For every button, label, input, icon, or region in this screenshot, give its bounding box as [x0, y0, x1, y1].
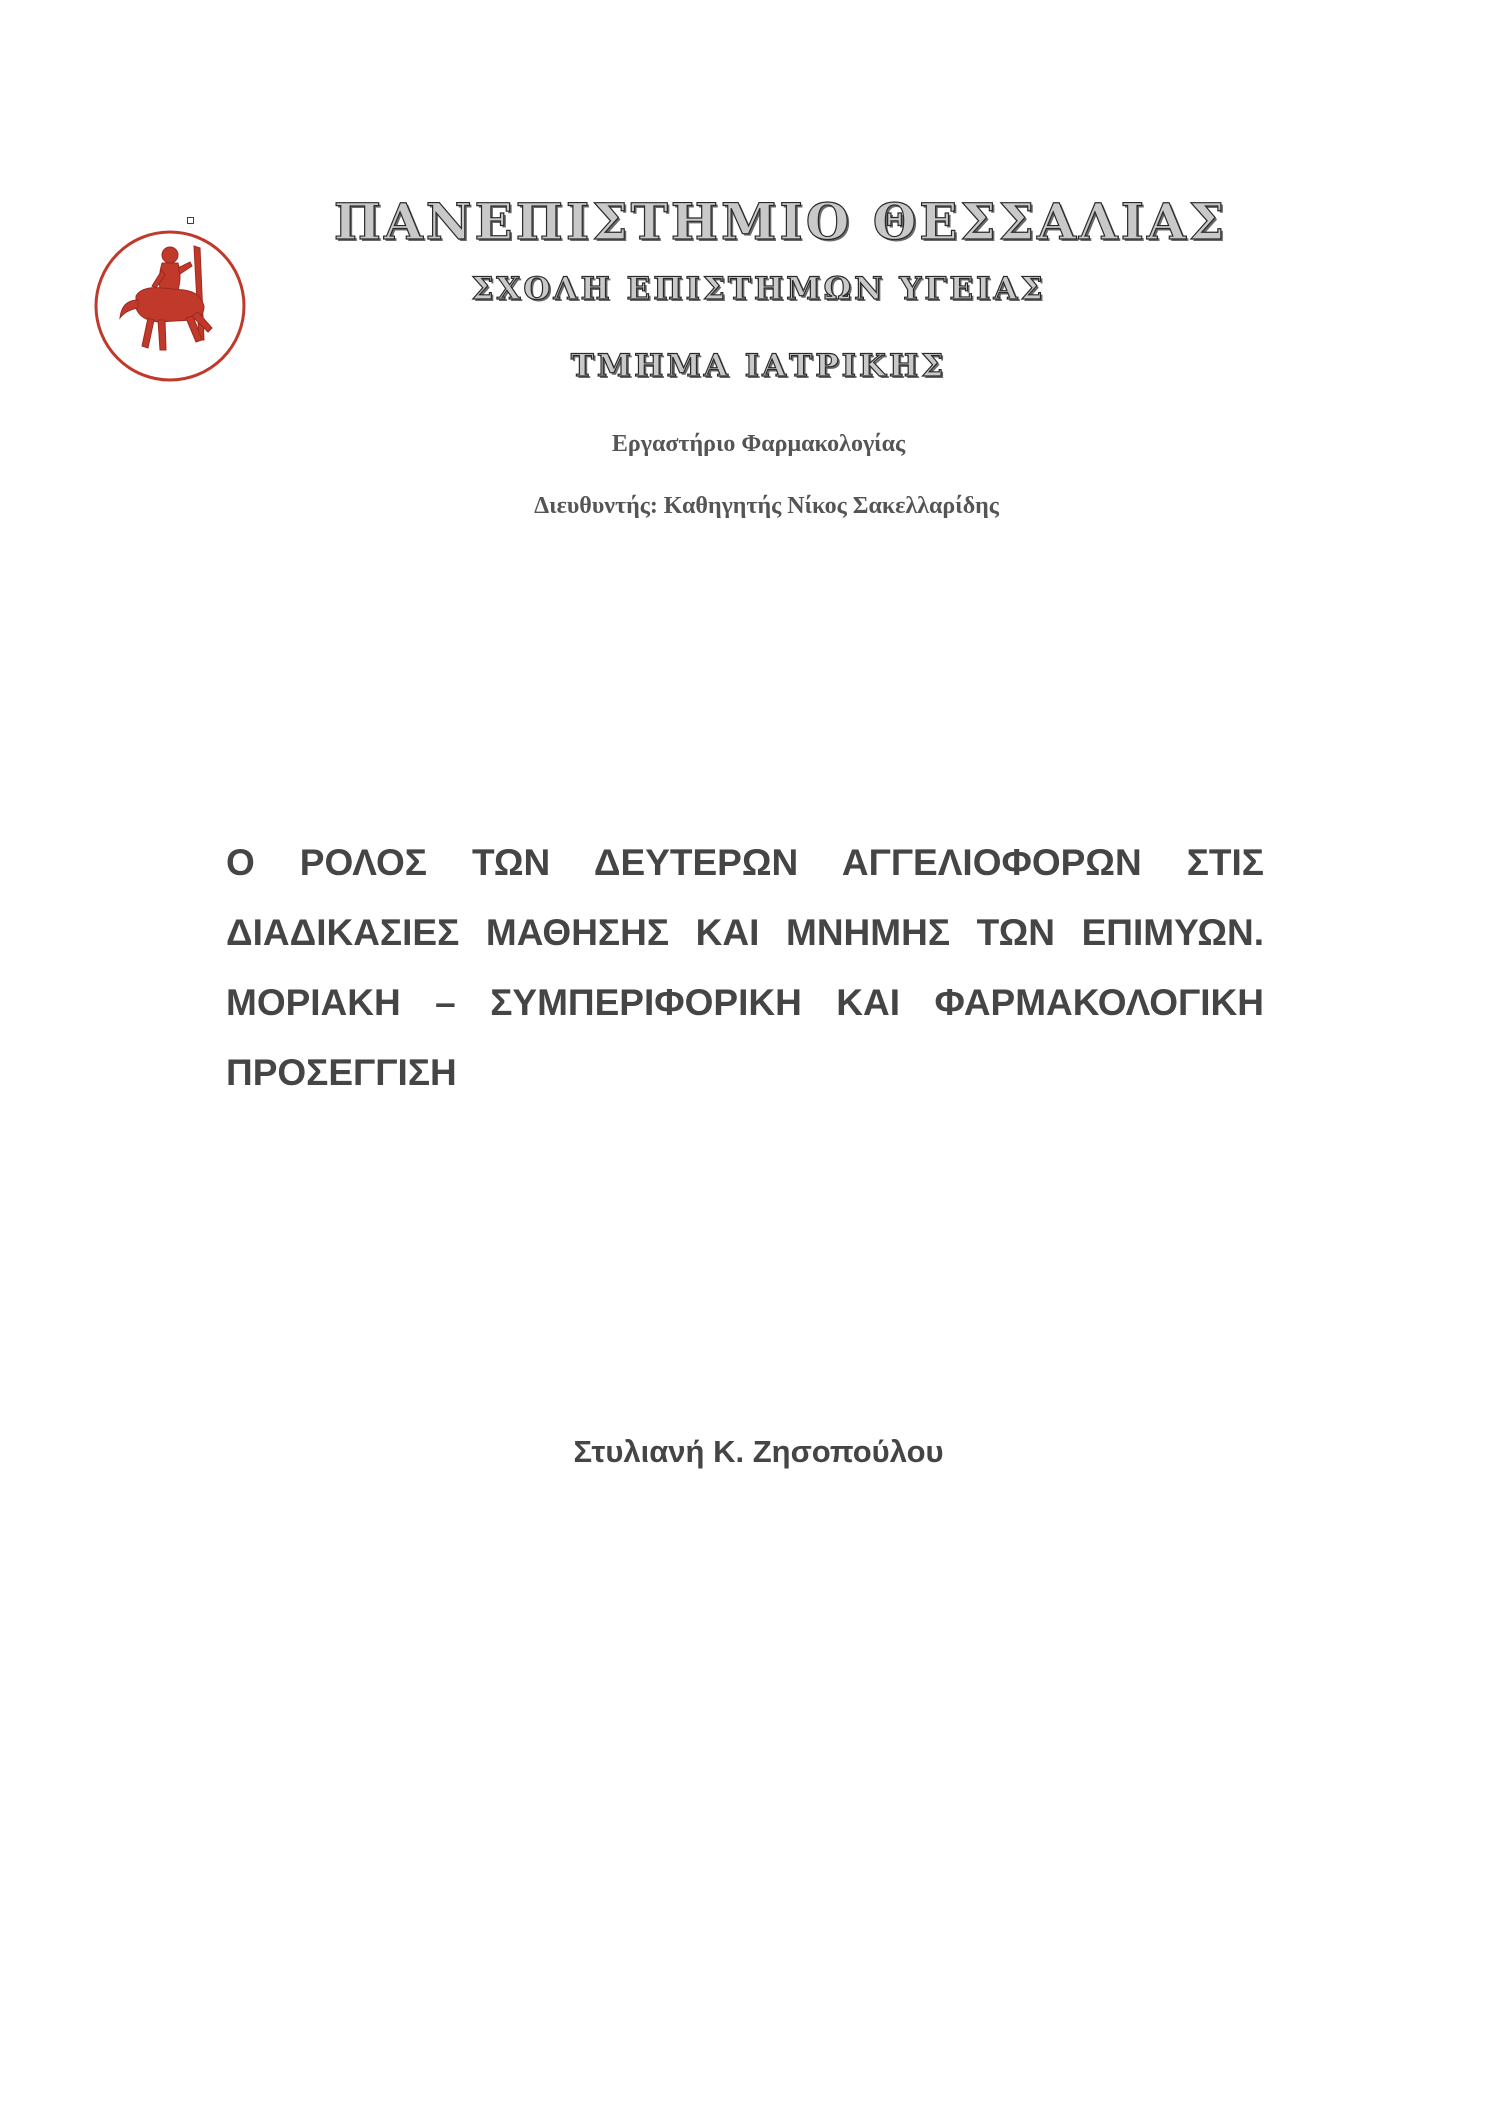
thesis-title: Ο ΡΟΛΟΣ ΤΩΝ ΔΕΥΤΕΡΩΝ ΑΓΓΕΛΙΟΦΟΡΩΝ ΣΤΙΣ ΔΙΑΔΙΚΑΣΙΕΣ ΜΑΘΗΣΗΣ ΚΑΙ ΜΝΗΜΗΣ ΤΩΝ ΕΠΙΜΥΩΝ. ΜΟΡΙΑΚΗ – ΣΥΜΠΕΡΙΦΟΡΙΚΗ ΚΑΙ ΦΑΡΜΑΚΟΛΟΓΙΚΗ ΠΡΟΣΕΓΓΙΣΗ [226, 842, 1264, 1093]
laboratory-name: Εργαστήριο Φαρμακολογίας [611, 431, 906, 457]
author-name: Στυλιανή Κ. Ζησοπούλου [573, 1434, 944, 1469]
department-name: ΤΜΗΜΑ ΙΑΤΡΙΚΗΣ [570, 348, 947, 384]
university-name: ΠΑΝΕΠΙΣΤΗΜΙΟ ΘΕΣΣΑΛΙΑΣ [333, 192, 1228, 251]
school-name: ΣΧΟΛΗ ΕΠΙΣΤΗΜΩΝ ΥΓΕΙΑΣ [471, 271, 1046, 307]
director-line: Διευθυντής: Καθηγητής Νίκος Σακελλαρίδης [534, 493, 999, 519]
